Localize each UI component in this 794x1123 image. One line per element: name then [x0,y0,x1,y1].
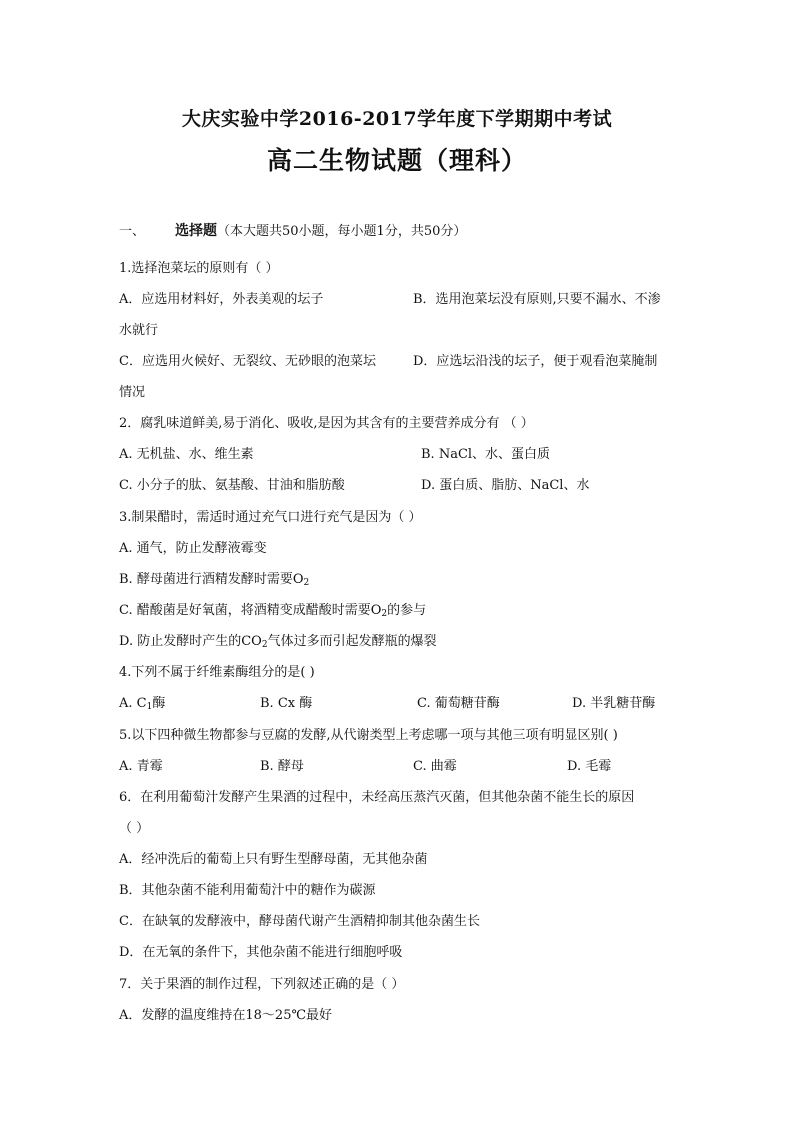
question-1-option-b: B．选用泡菜坛没有原则,只要不漏水、不渗 [413,292,661,307]
question-6-stem: 6．在利用葡萄汁发酵产生果酒的过程中，未经高压蒸汽灭菌，但其他杂菌不能生长的原因 [119,790,635,805]
question-5-option-a: A. 青霉 [119,759,163,774]
question-7-stem: 7．关于果酒的制作过程，下列叙述正确的是（ ） [119,977,405,992]
exam-subtitle: 高二生物试题（理科） [266,146,527,175]
section-heading [119,222,466,241]
question-5-option-d: D. 毛霉 [567,759,612,774]
question-2-stem: 2．腐乳味道鲜美,易于消化、吸收,是因为其含有的主要营养成分有 （ ） [119,416,534,431]
question-6-option-d: D．在无氧的条件下，其他杂菌不能进行细胞呼吸 [119,945,403,960]
question-1-option-d-continued: 情况 [119,385,146,400]
question-6-option-b: B．其他杂菌不能利用葡萄汁中的糖作为碳源 [119,883,376,898]
exam-title: 大庆实验中学2016-2017学年度下学期期中考试 [181,108,613,130]
section-note: （本大题共50小题，每小题1分，共50分） [217,224,467,239]
question-1-stem: 1.选择泡菜坛的原则有（ ） [119,261,279,276]
question-4-stem: 4.下列不属于纤维素酶组分的是( ) [119,665,315,680]
question-5-stem: 5.以下四种微生物都参与豆腐的发酵,从代谢类型上考虑哪一项与其他三项有明显区别( ) [119,728,618,743]
question-7-option-a: A．发酵的温度维持在18～25℃最好 [119,1008,333,1023]
question-6-option-c: C．在缺氧的发酵液中，酵母菌代谢产生酒精抑制其他杂菌生长 [119,914,480,929]
question-5-option-c: C. 曲霉 [413,759,457,774]
question-1-option-a: A．应选用材料好，外表美观的坛子 [119,292,324,307]
question-2-option-a: A. 无机盐、水、维生素 [119,447,254,462]
question-2-option-c: C. 小分子的肽、氨基酸、甘油和脂肪酸 [119,478,345,493]
question-3-option-c: C. 醋酸菌是好氧菌，将酒精变成醋酸时需要$O_2$的参与 [119,603,427,619]
question-3-stem: 3.制果醋时，需适时通过充气口进行充气是因为（ ） [119,510,422,525]
question-3-option-b: B. 酵母菌进行酒精发酵时需要$O_2$ [119,572,310,588]
question-2-option-d: D. 蛋白质、脂肪、NaCl、水 [421,478,590,493]
question-4-option-a: A. $C_1$酶 [119,696,166,712]
question-3-option-d: D. 防止发酵时产生的$CO_2$气体过多而引起发酵瓶的爆裂 [119,634,437,650]
section-name: 选择题 [175,223,217,239]
question-5-option-b: B. 酵母 [260,759,304,774]
question-4-option-b: B. Cx 酶 [260,696,313,711]
question-6-stem-continued: （ ） [119,821,150,836]
question-4-option-c: C. 葡萄糖苷酶 [417,696,500,711]
question-6-option-a: A．经冲洗后的葡萄上只有野生型酵母菌，无其他杂菌 [119,852,428,867]
question-2-option-b: B. NaCl、水、蛋白质 [421,447,551,462]
question-1-option-d: D．应选坛沿浅的坛子，便于观看泡菜腌制 [413,354,658,369]
section-number: 一、 [119,224,146,239]
question-1-option-b-continued: 水就行 [119,323,159,338]
question-3-option-a: A. 通气，防止发酵液霉变 [119,541,267,556]
question-4-option-d: D. 半乳糖苷酶 [572,696,656,711]
question-1-option-c: C．应选用火候好、无裂纹、无砂眼的泡菜坛 [119,354,376,369]
